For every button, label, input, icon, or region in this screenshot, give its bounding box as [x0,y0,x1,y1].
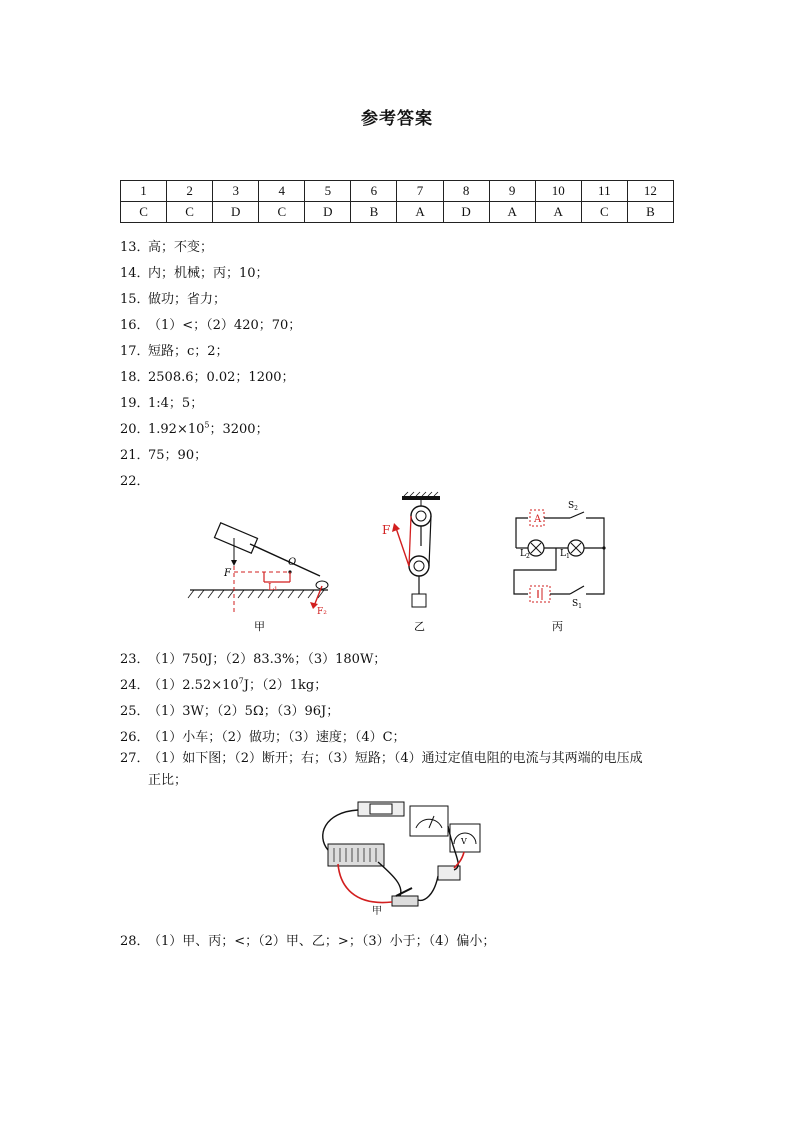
answer-24: 24．$(1)2.52\times 10^7J$；（2）1kg； [120,676,328,693]
answer-cell: D [443,202,489,223]
question-number-cell: 11 [581,181,627,202]
page-title: 参考答案 [361,109,433,129]
answer-cell: A [489,202,535,223]
answer-cell: D [305,202,351,223]
table-row-answers [121,202,674,223]
answer-18: 18．2508.6；0.02；1200； [120,370,295,385]
answer-17: 17．短路；c；2； [120,344,229,359]
answer-21: 21．75；90； [120,448,208,463]
caption-yi: 乙 [414,620,425,633]
answer-27: 27．（1）如下图；（2）断开；右；（3）短路；（4）通过定值电阻的电流与其两端的电压成 正比； [120,751,643,788]
answer-cell: C [121,202,167,223]
question-number-cell: 4 [259,181,305,202]
label-F2: F₂ [317,607,327,617]
pulley-diagram [382,492,440,633]
answer-26: 26．（1）小车；（2）做功；（3）速度；（4）C； [120,730,406,745]
lever-diagram [188,523,328,633]
circuit-diagram [514,501,606,633]
answer-cell: B [627,202,673,223]
question-number-cell: 8 [443,181,489,202]
answer-cell: A [397,202,443,223]
question-number-cell: 6 [351,181,397,202]
question-number-cell: 5 [305,181,351,202]
label-O: O [288,557,297,568]
label-voltmeter: V [461,837,467,846]
answer-13: 13．高；不变； [120,240,214,255]
caption-bing: 丙 [552,620,563,633]
answer-19: 19．1:4；5； [120,396,204,411]
answer-cell: C [581,202,627,223]
caption-jia: 甲 [254,620,265,633]
answer-28: 28．（1）甲、丙；<；（2）甲、乙；>；（3）小于；（4）偏小； [120,934,496,949]
svg-text:S2: $S_2$ [568,501,578,512]
question-number-cell: 10 [535,181,581,202]
question-number-cell: 7 [397,181,443,202]
caption-jia-27: 甲 [372,906,382,917]
answer-16: 16．（1）<；（2）420；70； [120,318,302,333]
question-number-cell: 2 [167,181,213,202]
answer-cell: A [535,202,581,223]
label-F-pulley: F [382,523,391,537]
svg-text:L2: $L_2$ [520,549,530,560]
answer-cell: C [167,202,213,223]
question-number-cell: 1 [121,181,167,202]
answer-cell: B [351,202,397,223]
svg-text:L1: $L_1$ [560,549,570,560]
label-F: F [224,568,231,579]
answer-22: 22． [120,474,150,489]
figure-22-diagrams [186,490,610,636]
label-ammeter: A [534,514,542,525]
answer-15: 15．做功；省力； [120,292,227,307]
answer-cell: D [213,202,259,223]
question-number-cell: 12 [627,181,673,202]
answer-25: 25．（1）3W；（2）5Ω；（3）96J； [120,704,340,719]
answer-14: 14．内；机械；丙；10； [120,266,269,281]
answer-20: 20．$1.92\times 10^5$；3200； [120,420,269,437]
label-L1: L₁ [268,583,278,593]
choice-answer-table [120,180,674,223]
answer-23: 23．（1）750J；（2）83.3%；（3）180W； [120,652,387,667]
figure-27-apparatus [314,796,484,918]
answer-cell: C [259,202,305,223]
svg-text:S1: $S_1$ [572,599,582,610]
table-row-numbers [121,181,674,202]
question-number-cell: 9 [489,181,535,202]
question-number-cell: 3 [213,181,259,202]
